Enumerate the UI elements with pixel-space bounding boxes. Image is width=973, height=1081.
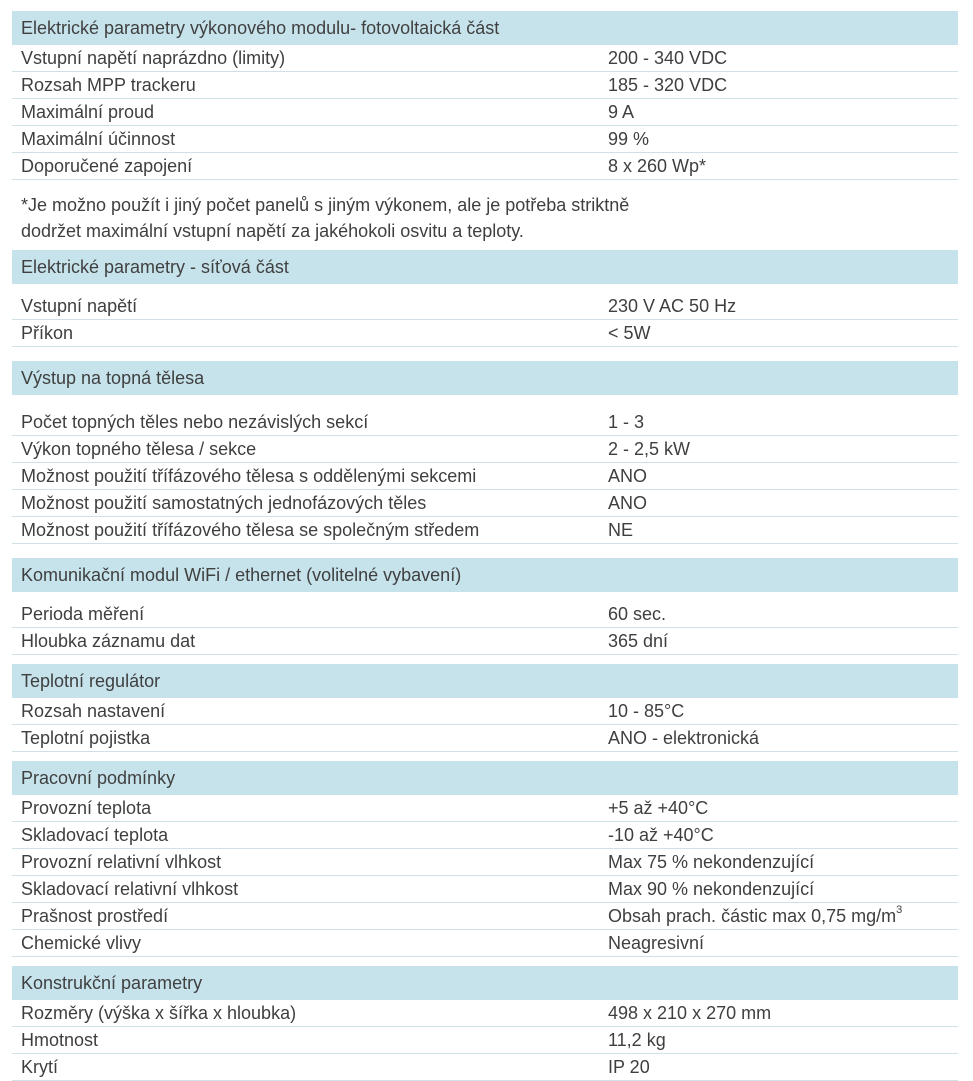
row-value: 498 x 210 x 270 mm: [608, 1003, 772, 1023]
table-row: [12, 409, 958, 436]
table-row: [12, 293, 958, 320]
row-label: Rozsah MPP trackeru: [21, 75, 196, 95]
section-header-operating-conditions: Pracovní podmínky: [12, 761, 958, 795]
section-header-construction: Konstrukční parametry: [12, 966, 958, 1000]
section-header-communication: Komunikační modul WiFi / ethernet (volitelné vybavení): [12, 558, 958, 592]
table-row: [12, 849, 958, 876]
row-label: Hmotnost: [21, 1030, 99, 1050]
table-row: [12, 628, 958, 655]
row-label: Příkon: [21, 323, 74, 343]
row-label: Prašnost prostředí: [21, 906, 169, 926]
row-value: Obsah prach. částic max 0,75 mg/m: [608, 906, 897, 926]
row-label: Provozní teplota: [21, 798, 152, 818]
row-label: Skladovací teplota: [21, 825, 169, 845]
row-value: 10 - 85°C: [608, 701, 685, 721]
table-row: [12, 1027, 958, 1054]
table-row: [12, 126, 958, 153]
table-row: [12, 795, 958, 822]
row-label: Výkon topného tělesa / sekce: [21, 439, 257, 459]
table-row: [12, 930, 958, 957]
table-row: [12, 822, 958, 849]
section-header-thermostat: Teplotní regulátor: [12, 664, 958, 698]
table-row: [12, 517, 958, 544]
row-value: 11,2 kg: [608, 1030, 666, 1050]
footnote: [12, 180, 958, 250]
row-label: Možnost použití třífázového tělesa se společným středem: [21, 520, 480, 540]
footnote-line: *Je možno použít i jiný počet panelů s jiným výkonem, ale je potřeba striktně: [21, 195, 630, 215]
row-value: ANO: [608, 466, 648, 486]
row-value: 200 - 340 VDC: [608, 48, 728, 68]
table-row: [12, 601, 958, 628]
row-label: Maximální proud: [21, 102, 155, 122]
section-header-heating-output: Výstup na topná tělesa: [12, 361, 958, 395]
row-label: Skladovací relativní vlhkost: [21, 879, 239, 899]
row-value: ANO - elektronická: [608, 728, 760, 748]
row-value-with-superscript: [608, 903, 902, 930]
row-label: Krytí: [21, 1057, 59, 1077]
row-label: Počet topných těles nebo nezávislých sekcí: [21, 412, 369, 432]
row-label: Rozsah nastavení: [21, 701, 166, 721]
spec-sheet: [12, 11, 958, 1081]
row-label: Vstupní napětí: [21, 296, 138, 316]
table-row: [12, 72, 958, 99]
row-value: 2 - 2,5 kW: [608, 439, 691, 459]
row-label: Možnost použití třífázového tělesa s oddělenými sekcemi: [21, 466, 477, 486]
row-value: 8 x 260 Wp*: [608, 156, 707, 176]
row-value: 60 sec.: [608, 604, 667, 624]
table-row: [12, 99, 958, 126]
row-value: 365 dní: [608, 631, 669, 651]
table-row: [12, 725, 958, 752]
footnote-line: dodržet maximální vstupní napětí za jakéhokoli osvitu a teploty.: [21, 221, 524, 241]
table-row: [12, 320, 958, 347]
row-label: Maximální účinnost: [21, 129, 176, 149]
row-label: Doporučené zapojení: [21, 156, 193, 176]
section-header-pv: Elektrické parametry výkonového modulu- fotovoltaická část: [12, 11, 958, 45]
row-value: IP 20: [608, 1057, 650, 1077]
row-value: 230 V AC 50 Hz: [608, 296, 737, 316]
row-value: 9 A: [608, 102, 635, 122]
row-label: Perioda měření: [21, 604, 145, 624]
table-row: [12, 490, 958, 517]
row-value: 99 %: [608, 129, 650, 149]
row-value: NE: [608, 520, 634, 540]
table-row: [12, 436, 958, 463]
superscript: 3: [896, 904, 903, 916]
row-label: Chemické vlivy: [21, 933, 142, 953]
row-value: Max 90 % nekondenzující: [608, 879, 815, 899]
row-label: Vstupní napětí naprázdno (limity): [21, 48, 286, 68]
table-row: [12, 463, 958, 490]
row-value: < 5W: [608, 323, 651, 343]
row-label: Rozměry (výška x šířka x hloubka): [21, 1003, 297, 1023]
row-value: +5 až +40°C: [608, 798, 709, 818]
row-value: -10 až +40°C: [608, 825, 714, 845]
row-label: Možnost použití samostatných jednofázových těles: [21, 493, 427, 513]
row-value: 1 - 3: [608, 412, 645, 432]
row-value: 185 - 320 VDC: [608, 75, 728, 95]
table-row: [12, 45, 958, 72]
table-row: [12, 1054, 958, 1081]
table-row: [12, 1000, 958, 1027]
table-row: [12, 698, 958, 725]
section-header-grid: Elektrické parametry - síťová část: [12, 250, 958, 284]
row-value: ANO: [608, 493, 648, 513]
row-label: Teplotní pojistka: [21, 728, 151, 748]
row-label: Provozní relativní vlhkost: [21, 852, 222, 872]
row-value: Max 75 % nekondenzující: [608, 852, 815, 872]
table-row: [12, 153, 958, 180]
row-label: Hloubka záznamu dat: [21, 631, 196, 651]
row-value: Neagresivní: [608, 933, 705, 953]
table-row: [12, 876, 958, 903]
table-row: [12, 903, 958, 930]
